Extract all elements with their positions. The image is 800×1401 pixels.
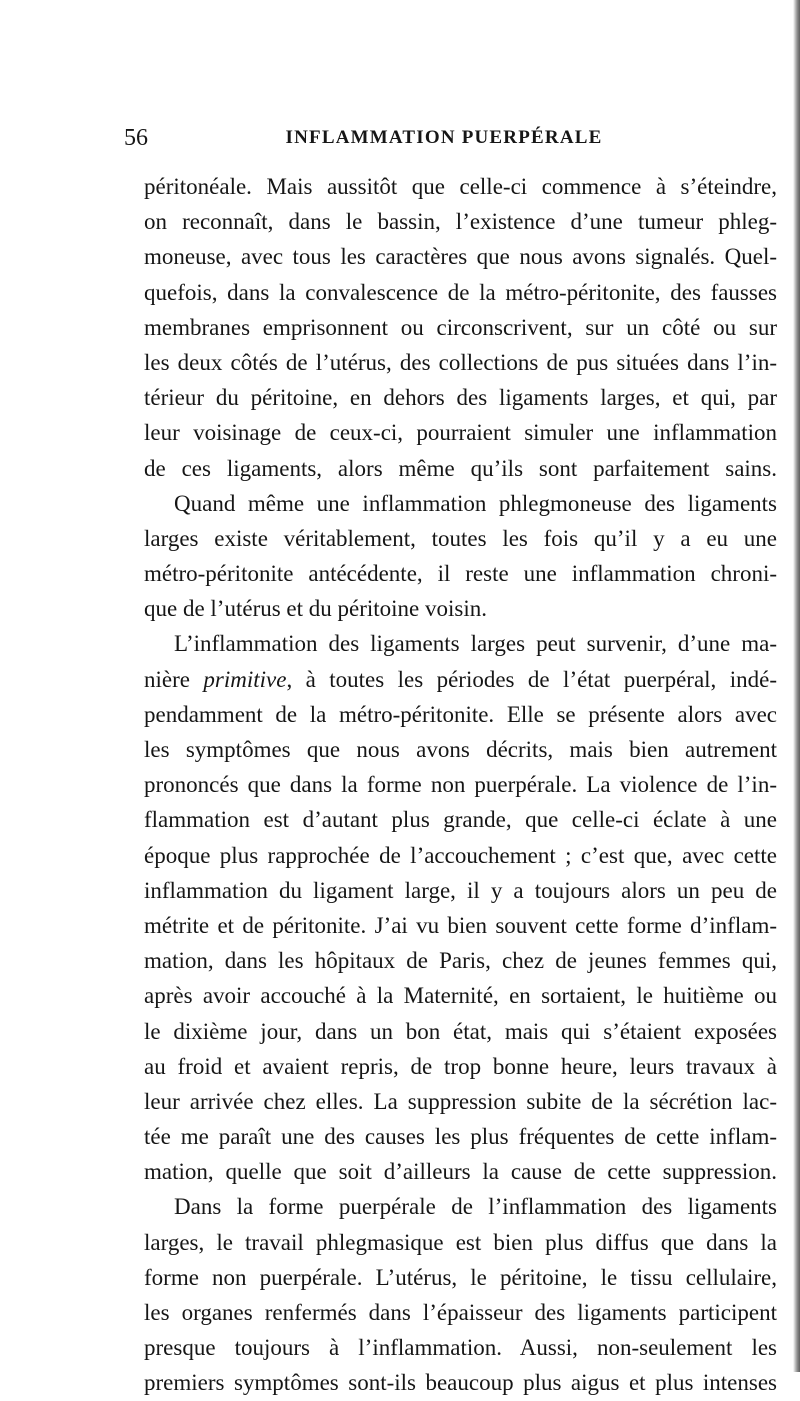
text-line: péritonéale. Mais aussitôt que celle-ci commence à s’éteindre,	[144, 174, 777, 199]
text-line: de ces ligaments, alors même qu’ils sont parfaitement sains.	[144, 455, 777, 481]
text-line: L’inflammation des ligaments larges peut survenir, d’une ma-	[174, 631, 777, 657]
text-line: Dans la forme puerpérale de l’inflammation des ligaments	[174, 1194, 777, 1220]
text-line: pendamment de la métro-péritonite. Elle se présente alors avec	[144, 701, 777, 727]
text-line: presque toujours à l’inflammation. Aussi, non-seulement les	[144, 1335, 777, 1361]
text-line: mation, quelle que soit d’ailleurs la cause de cette suppression.	[144, 1159, 777, 1185]
text-line: époque plus rapprochée de l’accouchement ; c’est que, avec cette	[144, 842, 777, 868]
body-text	[144, 169, 777, 1401]
page-number: 56	[124, 125, 148, 151]
page-edge-shadow	[793, 0, 800, 1372]
text-line: leur voisinage de ceux-ci, pourraient simuler une inflammation	[144, 420, 777, 446]
text-line: on reconnaît, dans le bassin, l’existence d’une tumeur phleg-	[144, 209, 777, 235]
text-line: les organes renfermés dans l’épaisseur des ligaments participent	[144, 1300, 777, 1325]
text-line-with-emphasis	[144, 662, 777, 697]
text-line: le dixième jour, dans un bon état, mais qui s’étaient exposées	[144, 1018, 777, 1044]
text-line: larges, le travail phlegmasique est bien plus diffus que dans la	[144, 1229, 777, 1255]
emphasis-word: primitive	[203, 666, 287, 692]
text-line: quefois, dans la convalescence de la métro-péritonite, des fausses	[144, 279, 777, 305]
text-line: forme non puerpérale. L’utérus, le péritoine, le tissu cellulaire,	[144, 1264, 777, 1290]
text-line: moneuse, avec tous les caractères que nous avons signalés. Quel-	[144, 244, 777, 270]
text-line: Quand même une inflammation phlegmoneuse des ligaments	[174, 490, 777, 516]
line-suffix: , à toutes les périodes de l’état puerpéral, indé-	[286, 666, 777, 692]
text-line: leur arrivée chez elles. La suppression subite de la sécrétion lac-	[144, 1088, 777, 1114]
text-line: mation, dans les hôpitaux de Paris, chez de jeunes femmes qui,	[144, 948, 777, 974]
text-line: métro-péritonite antécédente, il reste une inflammation chroni-	[144, 561, 777, 587]
text-line: tée me paraît une des causes les plus fréquentes de cette inflam-	[144, 1124, 777, 1150]
line-prefix: nière	[144, 666, 204, 692]
text-line: membranes emprisonnent ou circonscrivent, sur un côté ou sur	[144, 314, 777, 340]
text-line: au froid et avaient repris, de trop bonne heure, leurs travaux à	[144, 1053, 777, 1079]
text-line: larges existe véritablement, toutes les fois qu’il y a eu une	[144, 525, 777, 551]
running-title: INFLAMMATION PUERPÉRALE	[285, 127, 603, 148]
text-line: prononcés que dans la forme non puerpérale. La violence de l’in-	[144, 772, 777, 798]
text-line: flammation est d’autant plus grande, que celle-ci éclate à une	[144, 807, 777, 833]
text-line: térieur du péritoine, en dehors des ligaments larges, et qui, par	[144, 385, 777, 411]
paragraph-end-line: que de l’utérus et du péritoine voisin.	[144, 596, 488, 622]
text-line: métrite et de péritonite. J’ai vu bien souvent cette forme d’inflam-	[144, 912, 777, 938]
text-line: inflammation du ligament large, il y a toujours alors un peu de	[144, 877, 777, 903]
text-line: premiers symptômes sont-ils beaucoup plus aigus et plus intenses	[144, 1370, 777, 1396]
text-line: les deux côtés de l’utérus, des collections de pus situées dans l’in-	[144, 349, 777, 375]
page-header	[124, 123, 764, 153]
text-line: les symptômes que nous avons décrits, mais bien autrement	[144, 737, 777, 762]
text-line: après avoir accouché à la Maternité, en sortaient, le huitième ou	[144, 983, 777, 1009]
